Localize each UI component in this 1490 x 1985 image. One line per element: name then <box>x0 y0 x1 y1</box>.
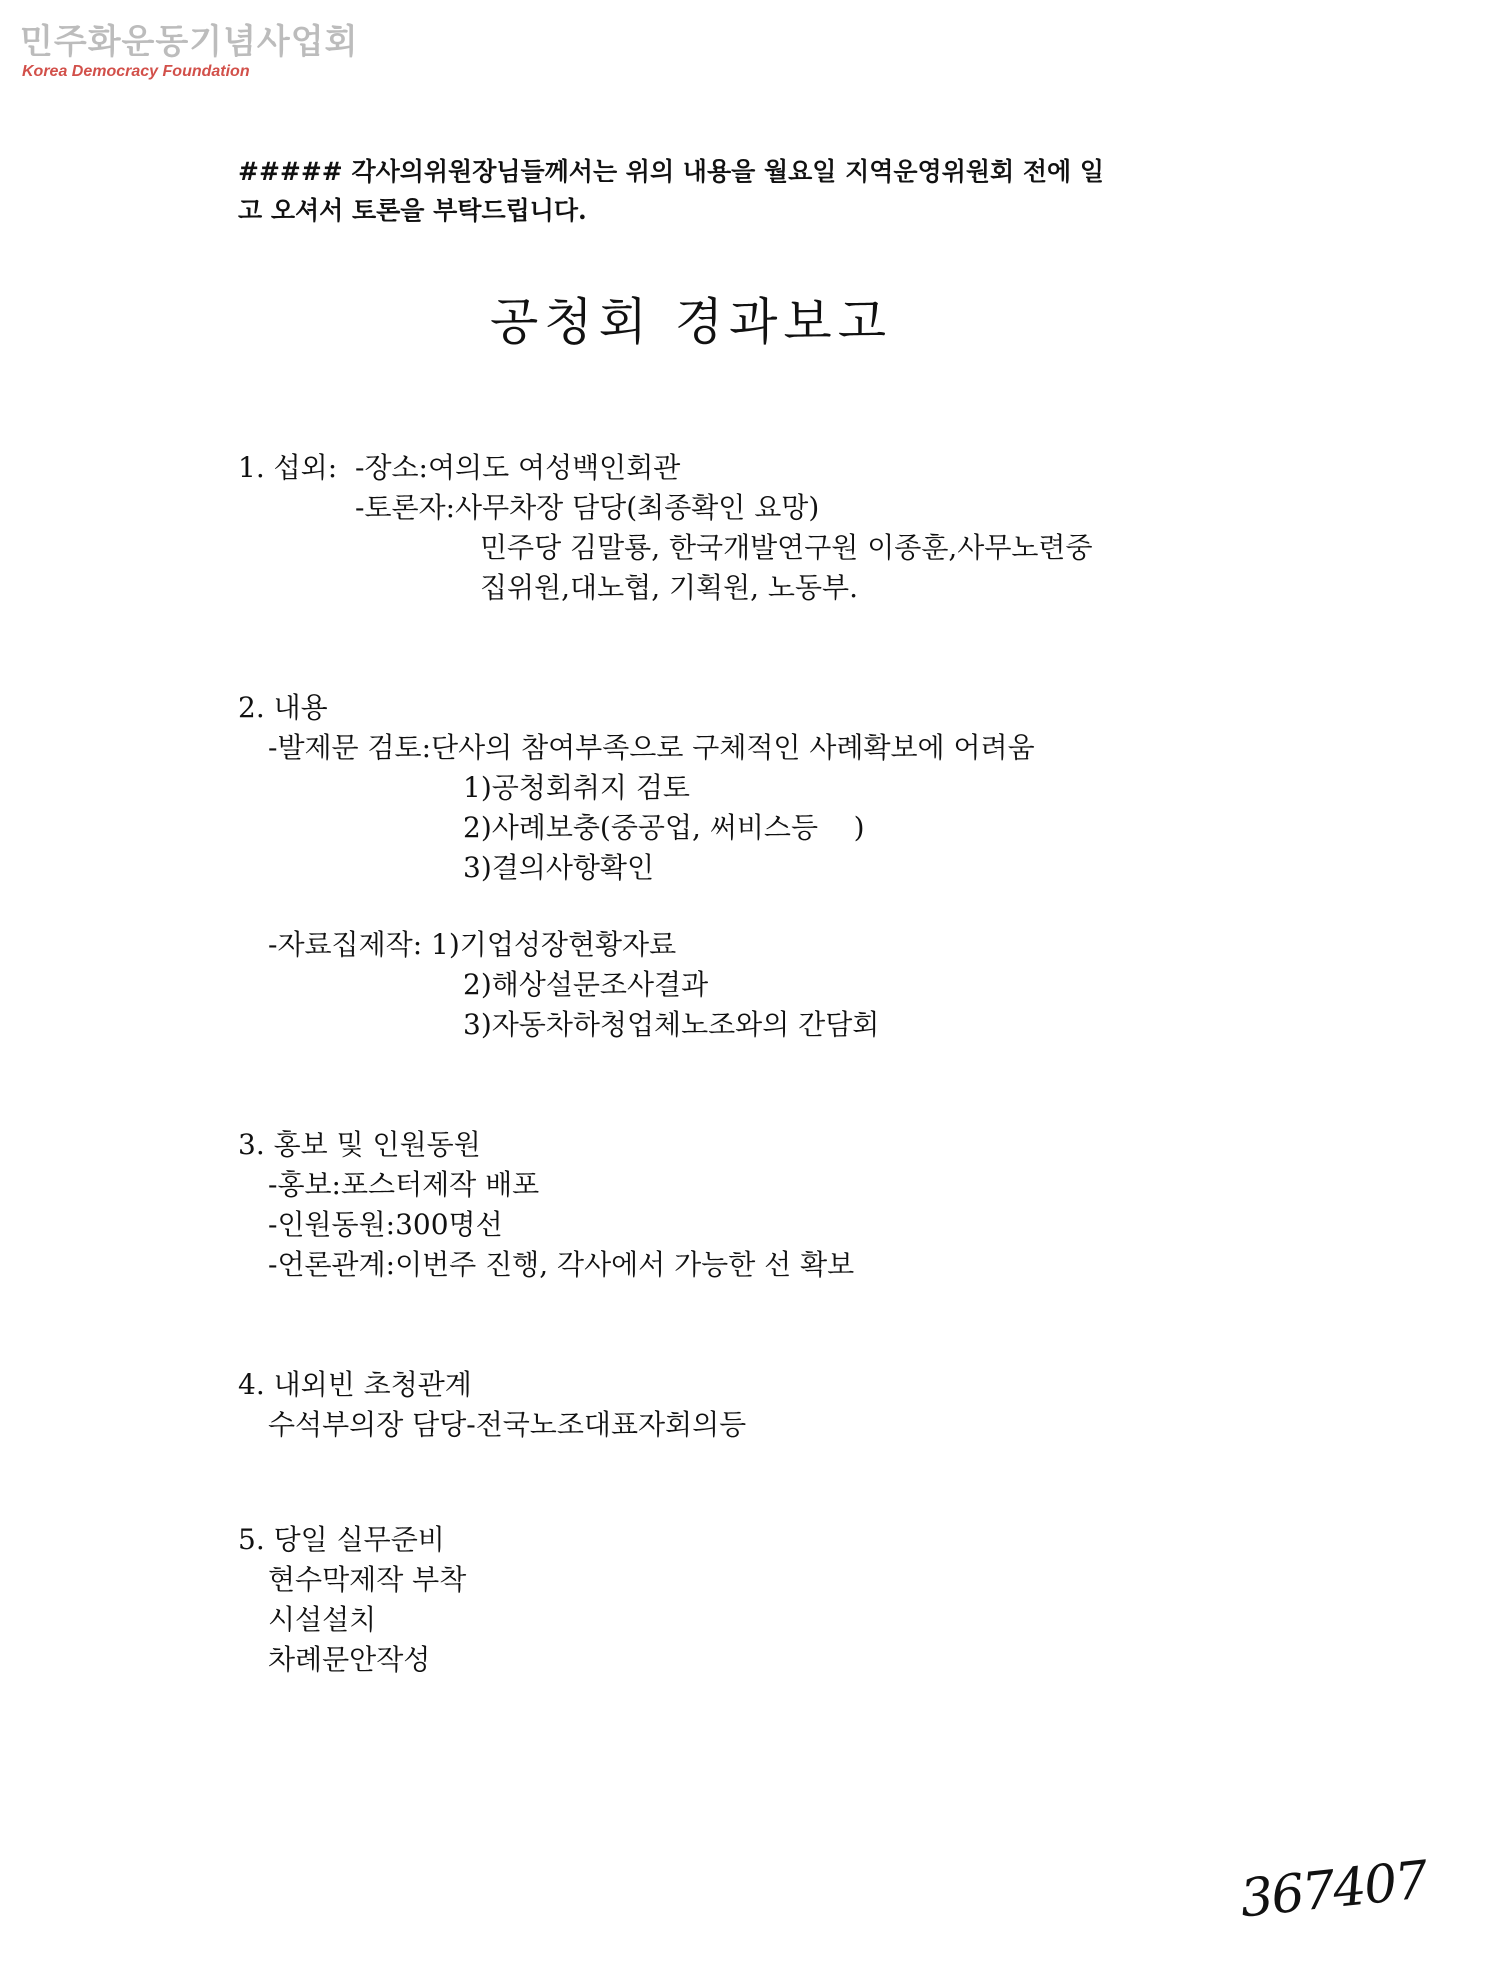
section-5-item-1: 현수막제작 부착 <box>268 1563 467 1596</box>
section-2-review-item-1: 1)공청회취지 검토 <box>463 771 690 804</box>
section-5-item-2: 시설설치 <box>268 1603 377 1636</box>
section-1-panel-line-2: 민주당 김말룡, 한국개발연구원 이종훈,사무노련중 <box>480 531 1093 564</box>
watermark-korean: 민주화운동기념사업회 <box>20 22 359 62</box>
document-title: 공청회 경과보고 <box>490 293 892 351</box>
section-5-heading: 5. 당일 실무준비 <box>238 1523 445 1556</box>
section-3-press: -언론관계:이번주 진행, 각사에서 가능한 선 확보 <box>268 1248 855 1281</box>
section-3-mobilization: -인원동원:300명선 <box>268 1208 503 1241</box>
header-note-line-1: ##### 각사의위원장님들께서는 위의 내용을 월요일 지역운영위원회 전에 일 <box>238 157 1105 186</box>
section-2-materials-item-3: 3)자동차하청업체노조와의 간담회 <box>463 1008 880 1041</box>
section-5-item-3: 차례문안작성 <box>268 1643 431 1676</box>
section-3-pr: -홍보:포스터제작 배포 <box>268 1168 540 1201</box>
section-1-panel-line-3: 집위원,대노협, 기획원, 노동부. <box>480 571 858 604</box>
section-2-review-item-3: 3)결의사항확인 <box>463 851 655 884</box>
header-note-line-2: 고 오셔서 토론을 부탁드립니다. <box>238 196 587 225</box>
section-4-heading: 4. 내외빈 초청관계 <box>238 1368 472 1401</box>
section-2-review: -발제문 검토:단사의 참여부족으로 구체적인 사례확보에 어려움 <box>268 731 1035 764</box>
section-2-heading: 2. 내용 <box>238 691 328 724</box>
watermark-english: Korea Democracy Foundation <box>22 63 250 80</box>
section-1-panel: -토론자:사무차장 담당(최종확인 요망) <box>355 491 820 524</box>
handwritten-number: 367407 <box>1237 1850 1430 1930</box>
section-2-materials: -자료집제작: 1)기업성장현황자료 <box>268 928 677 961</box>
section-2-review-item-2: 2)사례보충(중공업, 써비스등 ) <box>463 811 865 844</box>
section-1-place: -장소:여의도 여성백인회관 <box>355 451 681 484</box>
section-4-line-1: 수석부의장 담당-전국노조대표자회의등 <box>268 1408 747 1441</box>
section-1-heading: 1. 섭외: <box>238 451 338 484</box>
header-note <box>238 152 1218 230</box>
section-2-materials-item-2: 2)해상설문조사결과 <box>463 968 709 1001</box>
section-3-heading: 3. 홍보 및 인원동원 <box>238 1128 481 1161</box>
